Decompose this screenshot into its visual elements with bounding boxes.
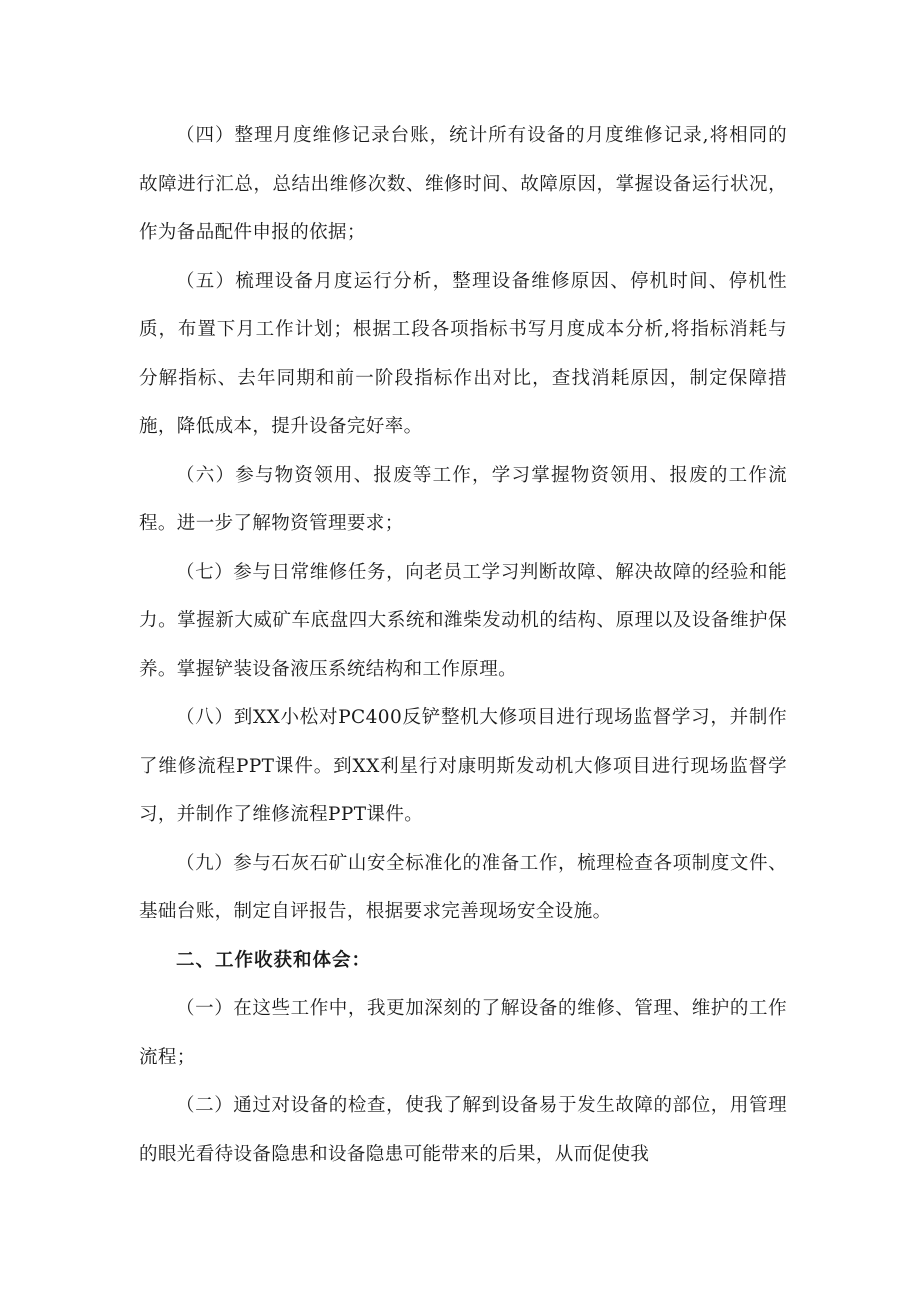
document-body: [139, 112, 787, 1179]
paragraph-item-4: （四）整理月度维修记录台账，统计所有设备的月度维修记录,将相同的故障进行汇总，总结出维修次数、维修时间、故障原因，掌握设备运行状况，作为备品配件申报的依据；: [139, 125, 787, 243]
paragraph-item-7: （七）参与日常维修任务，向老员工学习判断故障、解决故障的经验和能力。掌握新大威矿车底盘四大系统和潍柴发动机的结构、原理以及设备维护保养。掌握铲装设备液压系统结构和工作原理。: [139, 561, 787, 680]
paragraph-gain-1: （一）在这些工作中，我更加深刻的了解设备的维修、管理、维护的工作流程；: [139, 998, 787, 1068]
section-heading: 二、工作收获和体会：: [176, 949, 372, 971]
paragraph-item-9: （九）参与石灰石矿山安全标准化的准备工作，梳理检查各项制度文件、基础台账，制定自评报告，根据要求完善现场安全设施。: [139, 852, 787, 922]
paragraph-item-6: （六）参与物资领用、报废等工作，学习掌握物资领用、报废的工作流程。进一步了解物资管理要求；: [139, 464, 787, 534]
paragraph-gain-2: （二）通过对设备的检查，使我了解到设备易于发生故障的部位，用管理的眼光看待设备隐患和设备隐患可能带来的后果，从而促使我: [139, 1095, 787, 1165]
paragraph-item-8: （八）到XX小松对PC400反铲整机大修项目进行现场监督学习，并制作了维修流程PPT课件。到XX利星行对康明斯发动机大修项目进行现场监督学习，并制作了维修流程PPT课件。: [139, 707, 787, 825]
paragraph-item-5: （五）梳理设备月度运行分析，整理设备维修原因、停机时间、停机性质，布置下月工作计划；根据工段各项指标书写月度成本分析,将指标消耗与分解指标、去年同期和前一阶段指标作出对比，查找消耗原因，制定保障措施，降低成本，提升设备完好率。: [139, 270, 787, 437]
